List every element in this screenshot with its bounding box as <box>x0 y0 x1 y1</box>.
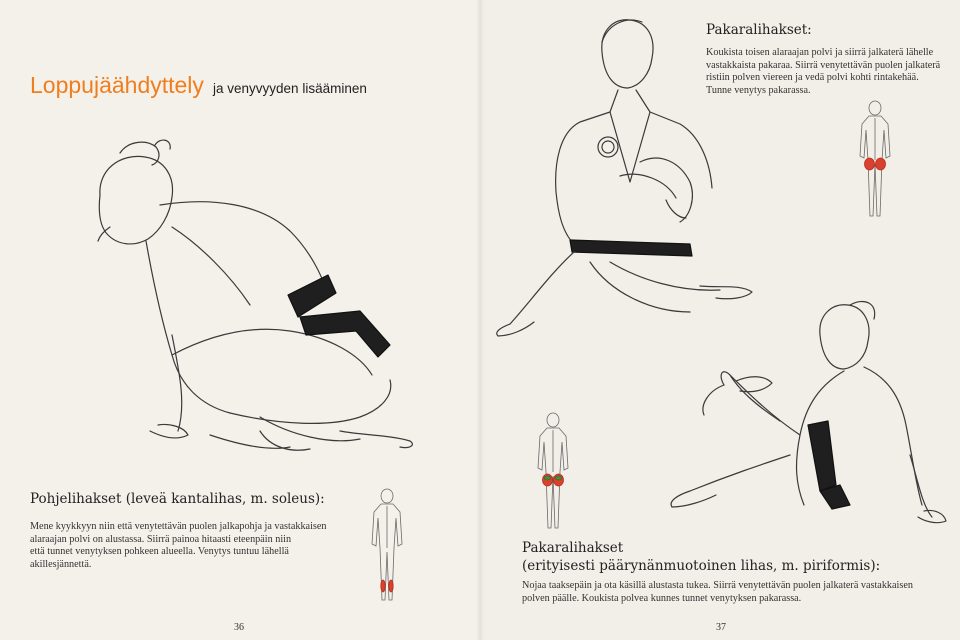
calf-section-text <box>30 521 360 571</box>
text-line: että tunnet venytyksen pohkeen alueella. Venytys tuntuu lähellä <box>30 546 289 557</box>
glute-anatomy-figure <box>852 100 898 220</box>
text-line: vastakkaista pakaraa. Siirrä venytettävän puolen jalkaterä <box>706 59 941 71</box>
text-line: akillesjännettä. <box>30 558 92 570</box>
title-main: Loppujäähdyttely <box>30 72 204 98</box>
piriformis-anatomy-figure <box>530 412 576 532</box>
piriformis-stretch-illustration <box>660 295 950 530</box>
text-line: polven päälle. Koukista polvea kunnes tunnet venytyksen pakarassa. <box>522 592 802 604</box>
text-line: Mene kyykkyyn niin että venytettävän puolen jalkapohja ja vastakkaisen <box>30 521 327 532</box>
text-line: ristiin polven viereen ja vedä polvi kohti rintakehää. <box>706 72 919 83</box>
text-line: Tunne venytys pakarassa. <box>706 84 811 96</box>
piriformis-heading-line2: (erityisesti päärynänmuotoinen lihas, m. piriformis): <box>522 558 881 574</box>
piriformis-heading-line1: Pakaralihakset <box>522 540 624 556</box>
page-title <box>30 72 367 99</box>
calf-anatomy-figure <box>362 488 412 606</box>
page-number-left: 36 <box>234 622 244 633</box>
text-line: Nojaa taaksepäin ja ota käsillä alustasta tukea. Siirrä venytettävän puolen jalkaterä vastakkaisen <box>522 580 913 591</box>
text-line: alaraajan polvi on alustassa. Siirrä painoa hitaasti eteenpäin niin <box>30 533 292 545</box>
piriformis-section-text <box>522 580 952 605</box>
right-page <box>480 0 960 640</box>
piriformis-section-heading <box>522 539 880 575</box>
text-line: Koukista toisen alaraajan polvi ja siirrä jalkaterä lähelle <box>706 47 934 58</box>
book-gutter <box>476 0 484 640</box>
calf-section-heading: Pohjelihakset (leveä kantalihas, m. soleus): <box>30 491 325 507</box>
page-number-right: 37 <box>716 622 726 633</box>
calf-stretch-illustration <box>60 135 430 465</box>
glute-section-heading: Pakaralihakset: <box>706 22 812 38</box>
title-sub: ja venyvyyden lisääminen <box>213 81 367 96</box>
glute-stretch-illustration <box>490 12 760 342</box>
